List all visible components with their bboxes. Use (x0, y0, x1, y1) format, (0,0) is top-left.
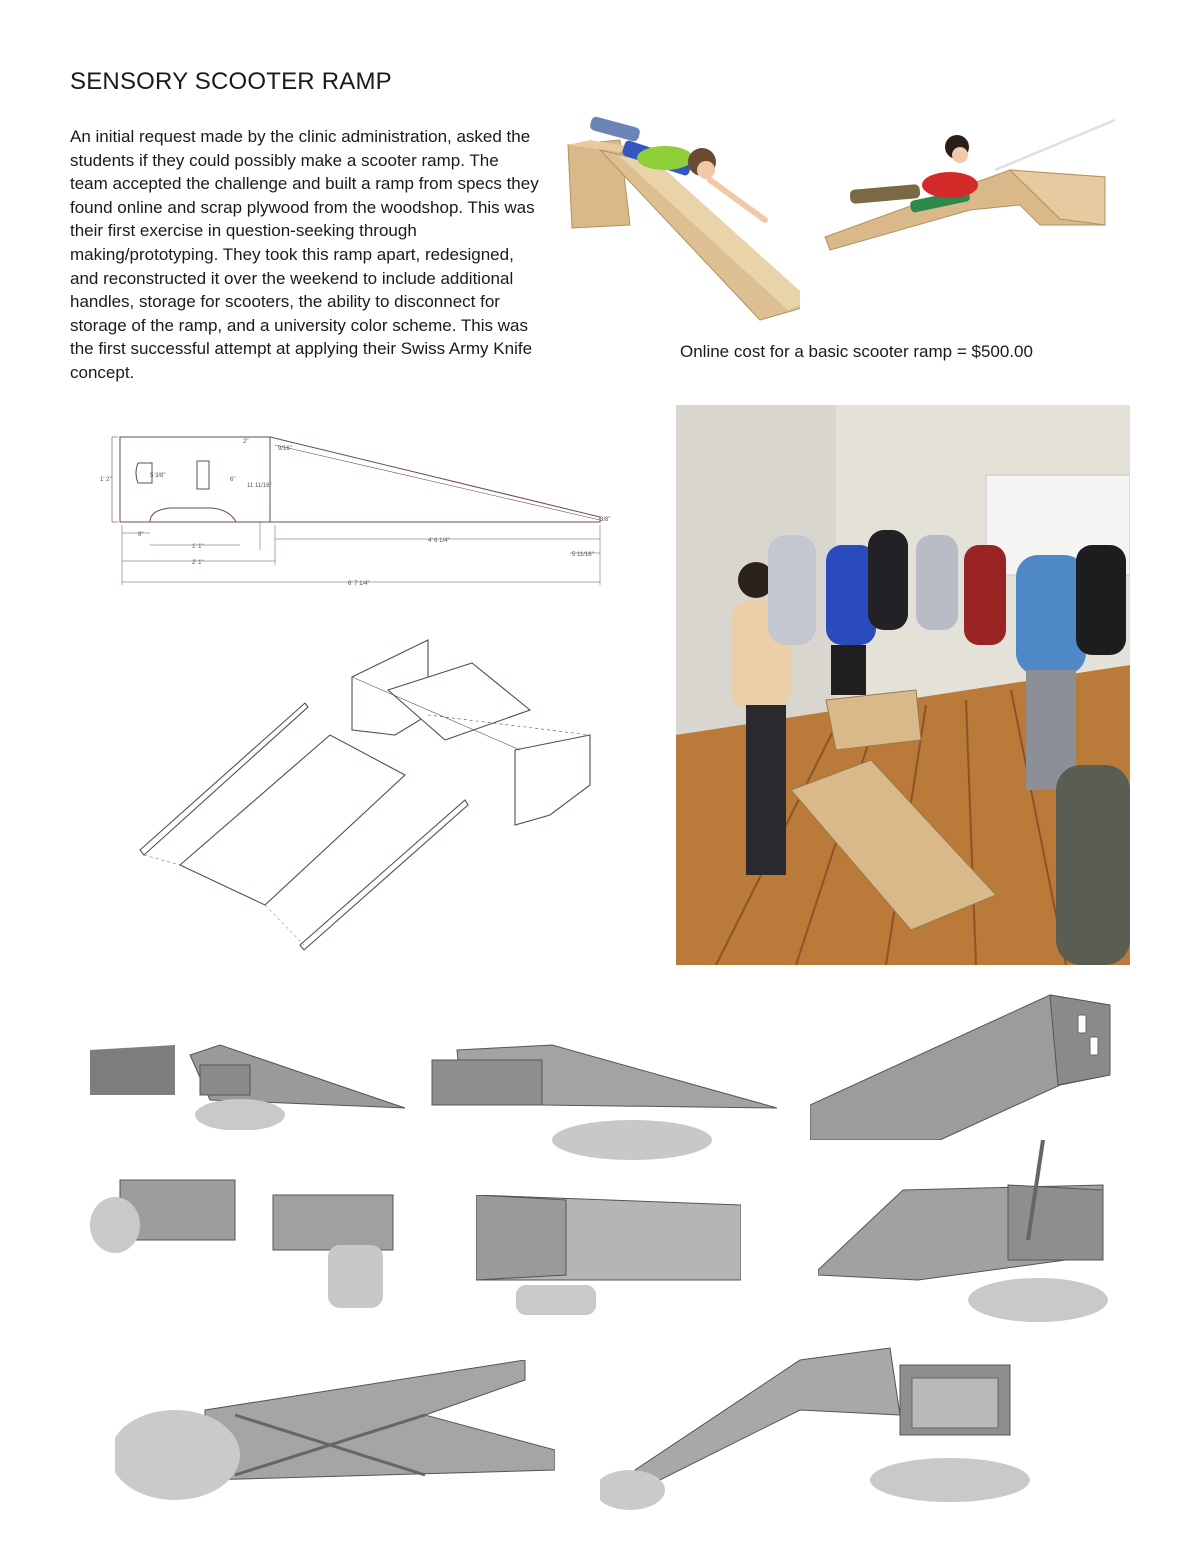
dim-11-11-16: 11 11/16" (247, 483, 272, 489)
dim-1-2: 1' 2" (100, 477, 112, 483)
dim-2-1: 2' 1" (192, 560, 204, 566)
ramp-elevation-drawing (100, 425, 620, 595)
cost-caption: Online cost for a basic scooter ramp = $500.00 (680, 342, 1033, 361)
dim-4-6-1-4: 4' 6 1/4" (428, 538, 450, 544)
photo-students-classroom (676, 405, 1130, 965)
model-photo-2 (422, 1040, 777, 1160)
dim-2: 2" (243, 439, 249, 445)
dim-9-16: 9/16" (278, 446, 292, 452)
photo-child-sliding-ramp (560, 110, 800, 325)
dim-6: 6" (230, 477, 236, 483)
model-photo-5 (268, 1190, 400, 1308)
dim-3-8: 3/8" (600, 517, 611, 523)
model-photo-9 (600, 1340, 1040, 1510)
dim-1-1: 1' 1" (192, 544, 204, 550)
dim-5-3-8: 5 3/8" (150, 473, 166, 479)
model-photo-6 (476, 1195, 741, 1315)
model-photo-7 (818, 1140, 1118, 1325)
dim-6-7-1-4: 6' 7 1/4" (348, 581, 370, 587)
exploded-isometric-drawing (130, 635, 600, 955)
model-photo-1 (90, 1040, 410, 1130)
photo-child-pulling-rope (820, 115, 1120, 255)
model-photo-3 (810, 985, 1118, 1140)
model-photo-8 (115, 1360, 555, 1505)
dim-6b: 6" (138, 532, 144, 538)
dim-5-11-16: 5 11/16" (572, 552, 594, 558)
page-title: SENSORY SCOOTER RAMP (70, 68, 392, 95)
model-photo-4 (90, 1175, 240, 1255)
intro-paragraph: An initial request made by the clinic administration, asked the students if they could possibly make a scooter ramp. The team accepted the challenge and built a ramp from specs they found online and scrap plywood from the woodshop. This was their first exercise in question-seeking through making/prototyping. They took this ramp apart, redesigned, and reconstructed it over the weekend to include additional handles, storage for scooters, the ability to disconnect for storage of the ramp, and a university color scheme. This was the first successful attempt at applying their Swiss Army Knife concept. (70, 127, 539, 382)
